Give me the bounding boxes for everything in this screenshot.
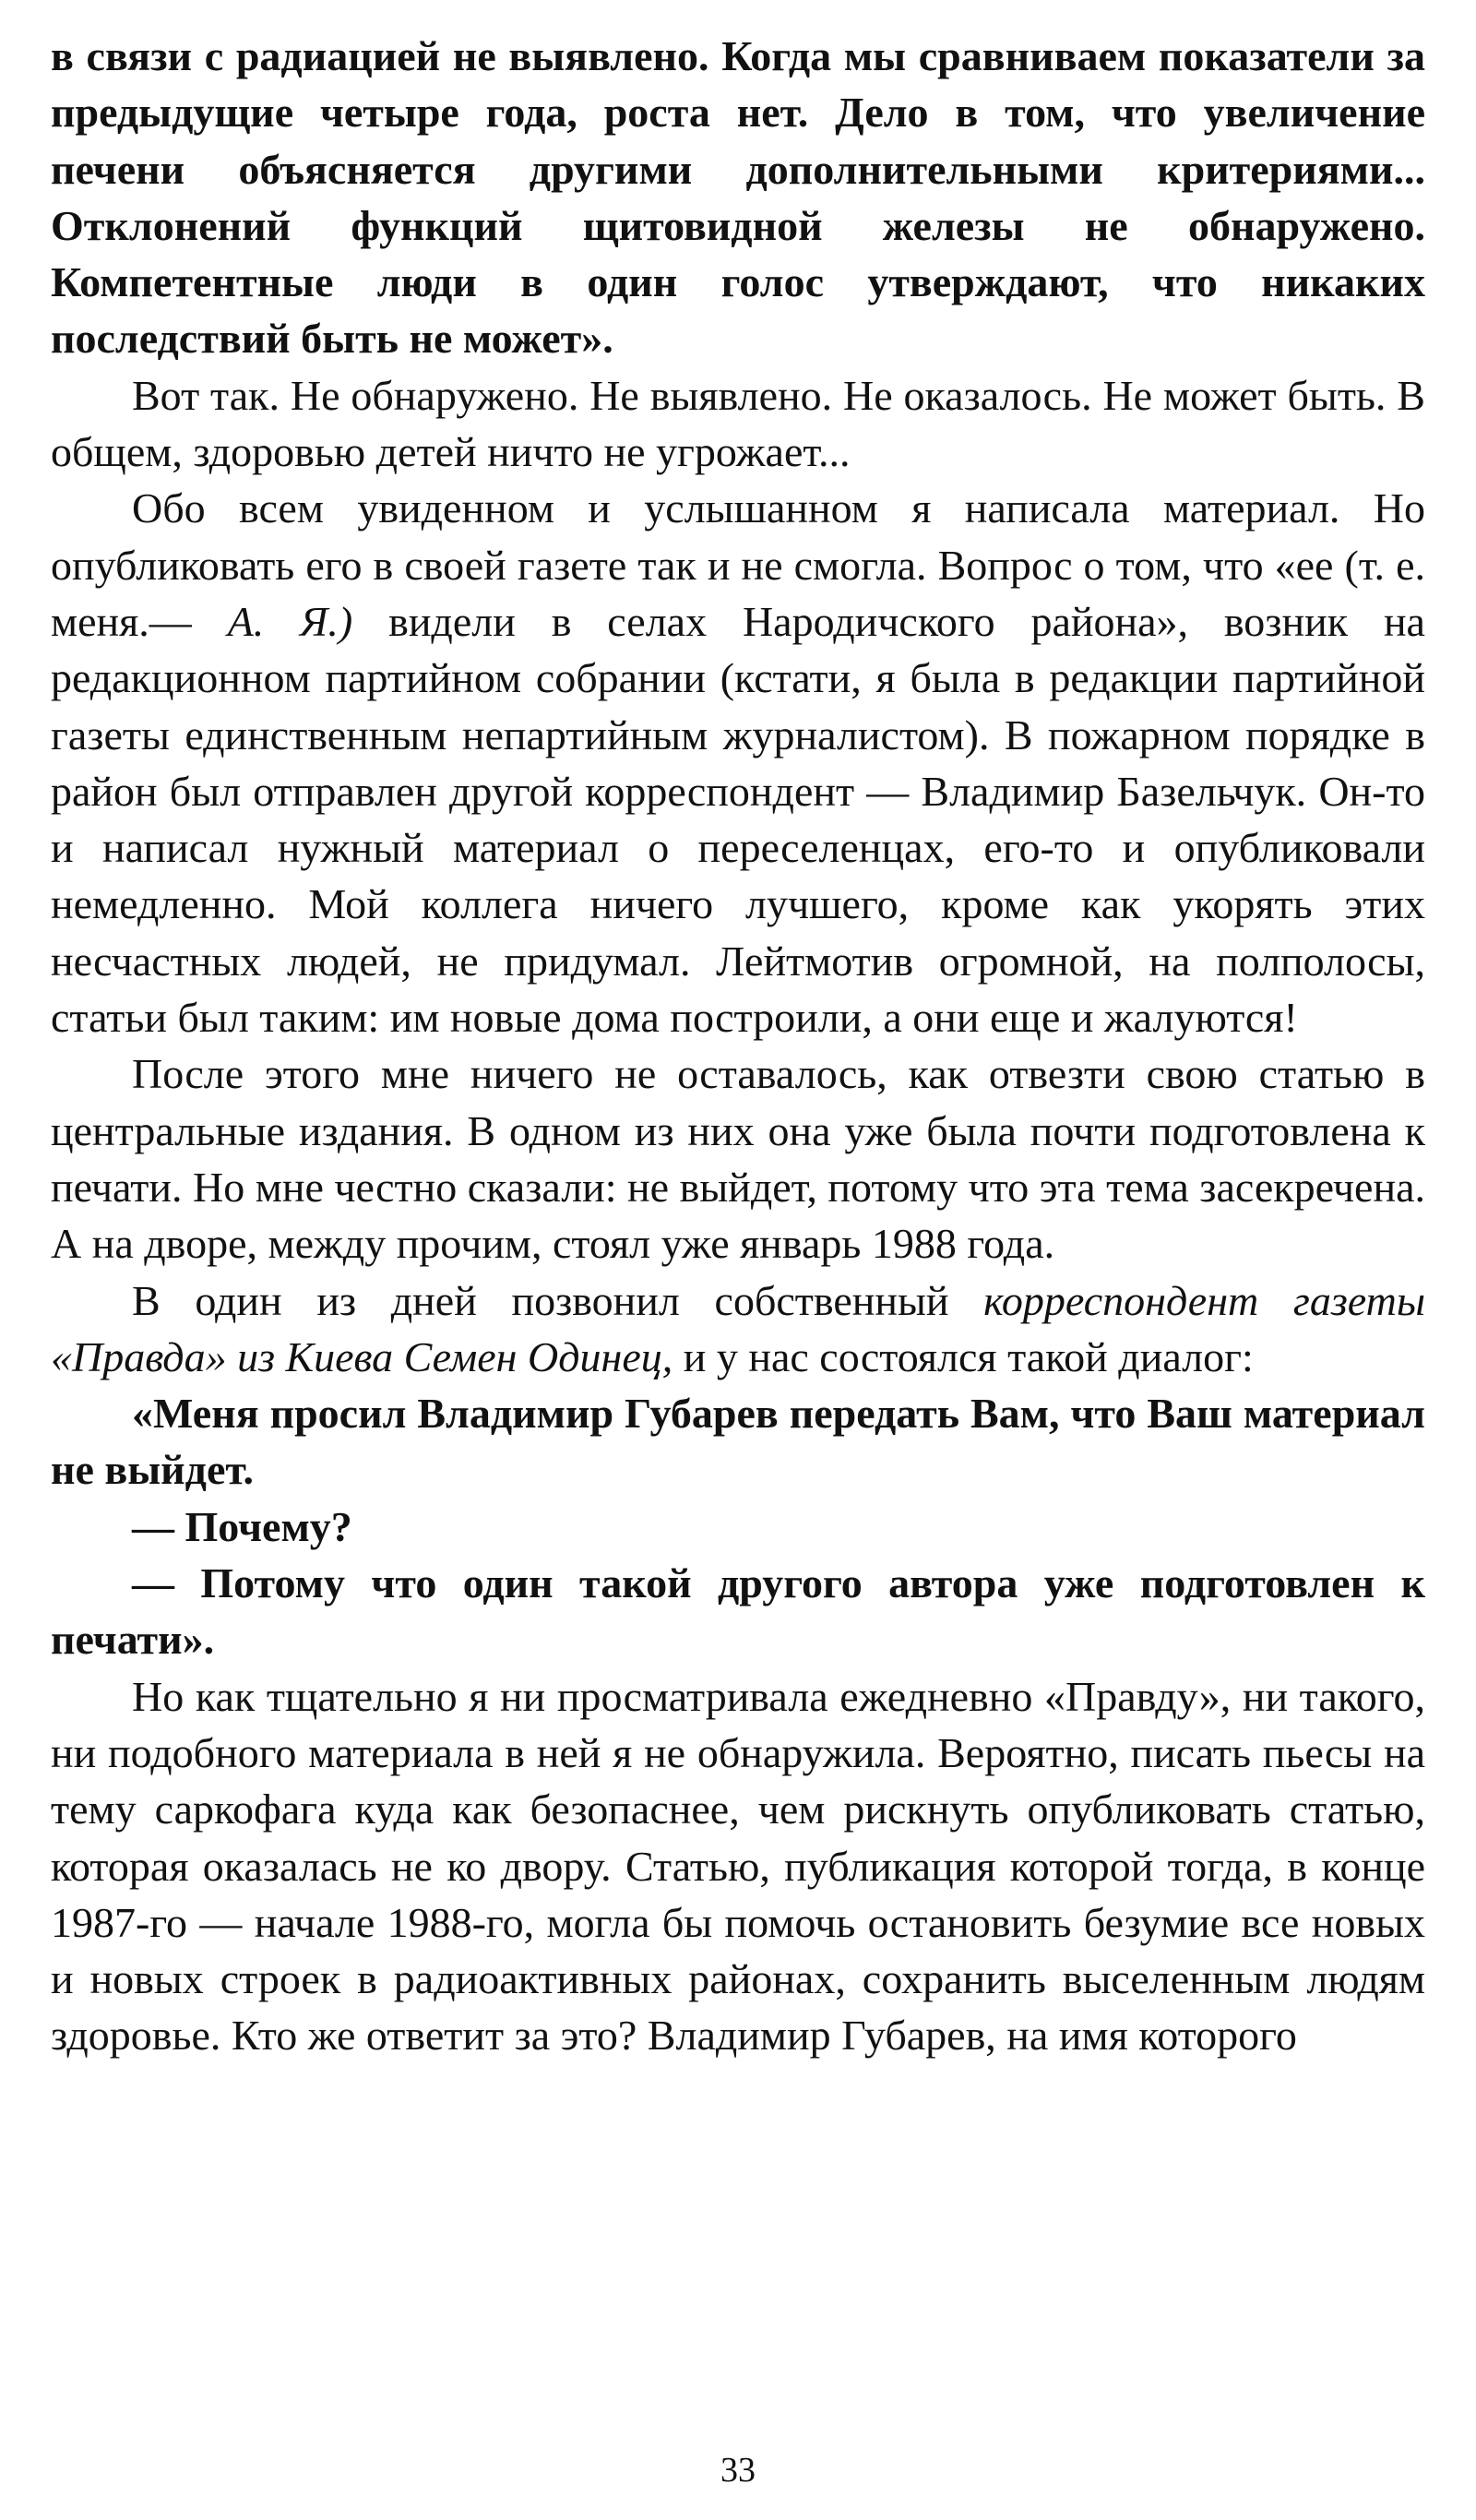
paragraph [51, 480, 1425, 1045]
paragraph [51, 1385, 1425, 1499]
text-segment: Обо всем увиденном и услышанном я написала материал. Но опубликовать его в своей газете так и не смогла. Вопрос о том, что «ее (т. е. меня.— [51, 484, 1425, 645]
text-segment: Но как тщательно я ни просматривала ежедневно «Правду», ни такого, ни подобного материала в ней я не обнаружила. Вероятно, писать пьесы на тему саркофага куда как безопаснее, чем рискнуть опубликовать статью, которая оказалась не ко двору. Статью, публикация которой тогда, в конце 1987-го — начале 1988-го, могла бы помочь остановить безумие все новых и новых строек в радиоактивных районах, сохранить выселенным людям здоровье. Кто же ответит за это? Владимир Губарев, на имя которого [51, 1672, 1425, 2060]
text-segment: После этого мне ничего не оставалось, как отвезти свою статью в центральные издания. В одном из них она уже была почти подготовлена к печати. Но мне честно сказали: не выйдет, потому что эта тема засекречена. А на дворе, между прочим, стоял уже январь 1988 года. [51, 1050, 1425, 1268]
paragraph [51, 1272, 1425, 1386]
text-segment: — Почему? [132, 1502, 352, 1550]
text-segment: Вот так. Не обнаружено. Не выявлено. Не оказалось. Не может быть. В общем, здоровью детей ничто не угрожает... [51, 371, 1425, 476]
text-segment: В один из дней позвонил собственный [132, 1276, 984, 1324]
paragraph [51, 1555, 1425, 1668]
paragraph [51, 367, 1425, 481]
text-segment: и у нас состоялся такой диалог: [673, 1332, 1254, 1380]
page-body-text [51, 28, 1425, 2064]
text-segment: — Потому что один такой другого автора уже подготовлен к печати». [51, 1559, 1425, 1664]
paragraph [51, 1045, 1425, 1272]
paragraph [51, 28, 1425, 367]
page-number: 33 [720, 2451, 756, 2490]
text-segment: в связи с радиацией не выявлено. Когда мы сравниваем показатели за предыдущие четыре года, роста нет. Дело в том, что увеличение печени объясняется другими дополнительными критериями... Отклонений функций щитовидной железы не обнаружено. Компетентные люди в один голос утверждают, что никаких последствий быть не может». [51, 32, 1425, 363]
text-segment: корреспондент газеты «Правда» из Киева Семен Одинец, [51, 1276, 1425, 1380]
text-segment: А. Я.) [227, 597, 353, 645]
text-segment: «Меня просил Владимир Губарев передать Вам, что Ваш материал не выйдет. [51, 1390, 1425, 1494]
text-segment: видели в селах Народичского района», возник на редакционном партийном собрании (кстати, я была в редакции партийной газеты единственным непартийным журналистом). В пожарном порядке в район был отправлен другой корреспондент — Владимир Базельчук. Он-то и написал нужный материал о переселенцах, его-то и опубликовали немедленно. Мой коллега ничего лучшего, кроме как укорять этих несчастных людей, не придумал. Лейтмотив огромной, на полполосы, статьи был таким: им новые дома построили, а они еще и жалуются! [51, 597, 1425, 1042]
paragraph [51, 1499, 1425, 1555]
paragraph [51, 1668, 1425, 2064]
